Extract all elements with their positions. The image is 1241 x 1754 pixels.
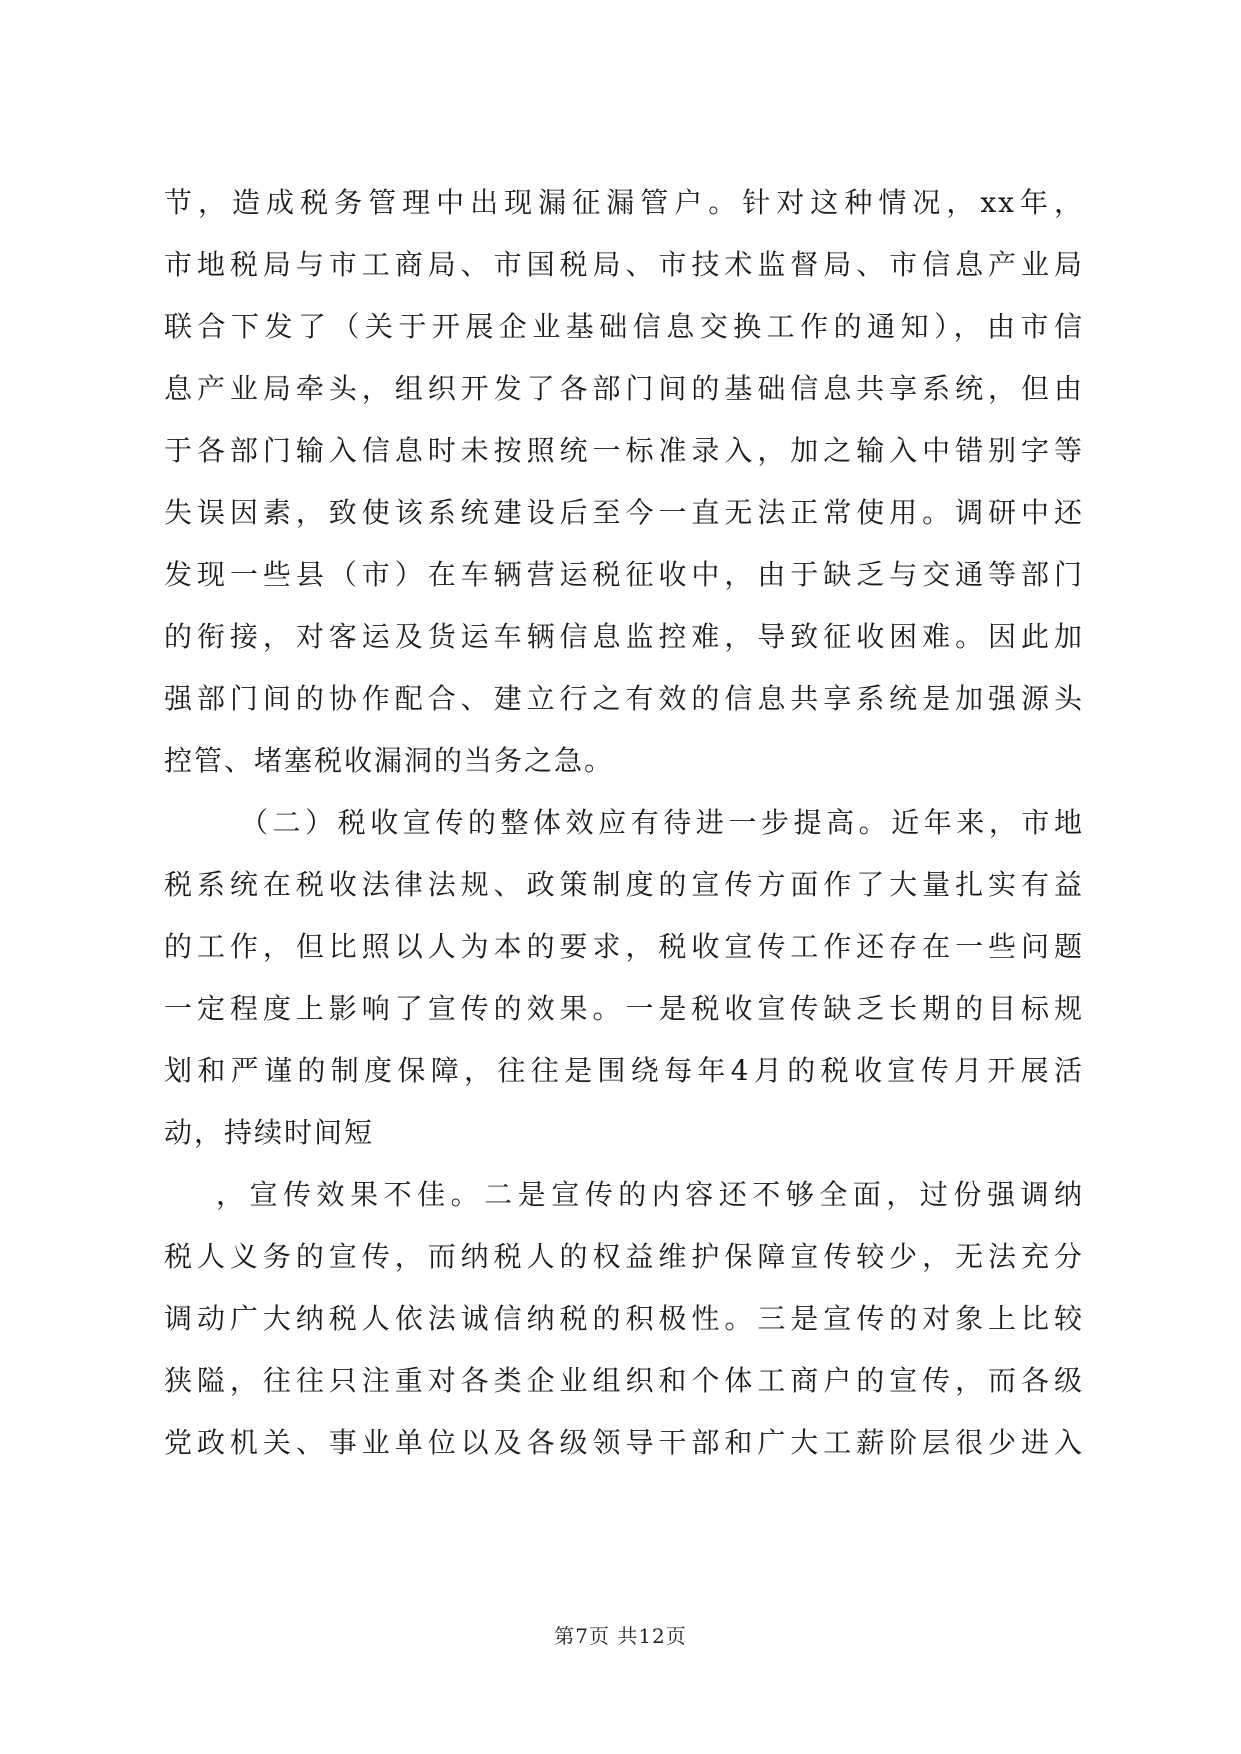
text-line: 失误因素，致使该系统建设后至今一直无法正常使用。调研中还	[164, 496, 1084, 529]
text-line: 强部门间的协作配合、建立行之有效的信息共享系统是加强源头	[164, 682, 1084, 715]
text-line: 调动广大纳税人依法诚信纳税的积极性。三是宣传的对象上比较	[164, 1302, 1084, 1335]
text-line: 市地税局与市工商局、市国税局、市技术监督局、市信息产业局	[164, 248, 1084, 281]
text-line: 税人义务的宣传，而纳税人的权益维护保障宣传较少，无法充分	[164, 1240, 1084, 1273]
text-line: 划和严谨的制度保障，往往是围绕每年4月的税收宣传月开展活	[164, 1054, 1084, 1087]
text-line: 税系统在税收法律法规、政策制度的宣传方面作了大量扎实有益	[164, 868, 1084, 901]
text-line: 狭隘，往往只注重对各类企业组织和个体工商户的宣传，而各级	[164, 1364, 1084, 1397]
page-number: 第7页 共12页	[554, 1624, 687, 1648]
text-line: 控管、堵塞税收漏洞的当务之急。	[164, 744, 615, 777]
text-line: ，宣传效果不佳。二是宣传的内容还不够全面，过份强调纳	[216, 1178, 1084, 1211]
text-line: 息产业局牵头，组织开发了各部门间的基础信息共享系统，但由	[164, 372, 1084, 405]
text-line: （二）税收宣传的整体效应有待进一步提高。近年来，市地	[240, 806, 1084, 839]
text-line: 的衔接，对客运及货运车辆信息监控难，导致征收困难。因此加	[164, 620, 1084, 653]
text-line: 于各部门输入信息时未按照统一标准录入，加之输入中错别字等	[164, 434, 1084, 467]
text-line: 节，造成税务管理中出现漏征漏管户。针对这种情况，xx年，	[164, 186, 1084, 219]
text-line: 一定程度上影响了宣传的效果。一是税收宣传缺乏长期的目标规	[164, 992, 1084, 1025]
text-line: 动，持续时间短	[164, 1116, 375, 1149]
body-text	[164, 172, 1084, 1474]
text-line: 发现一些县（市）在车辆营运税征收中，由于缺乏与交通等部门	[164, 558, 1084, 591]
text-line: 的工作，但比照以人为本的要求，税收宣传工作还存在一些问题	[164, 930, 1084, 963]
text-line: 联合下发了（关于开展企业基础信息交换工作的通知），由市信	[164, 310, 1084, 343]
text-line: 党政机关、事业单位以及各级领导干部和广大工薪阶层很少进入	[164, 1426, 1084, 1459]
